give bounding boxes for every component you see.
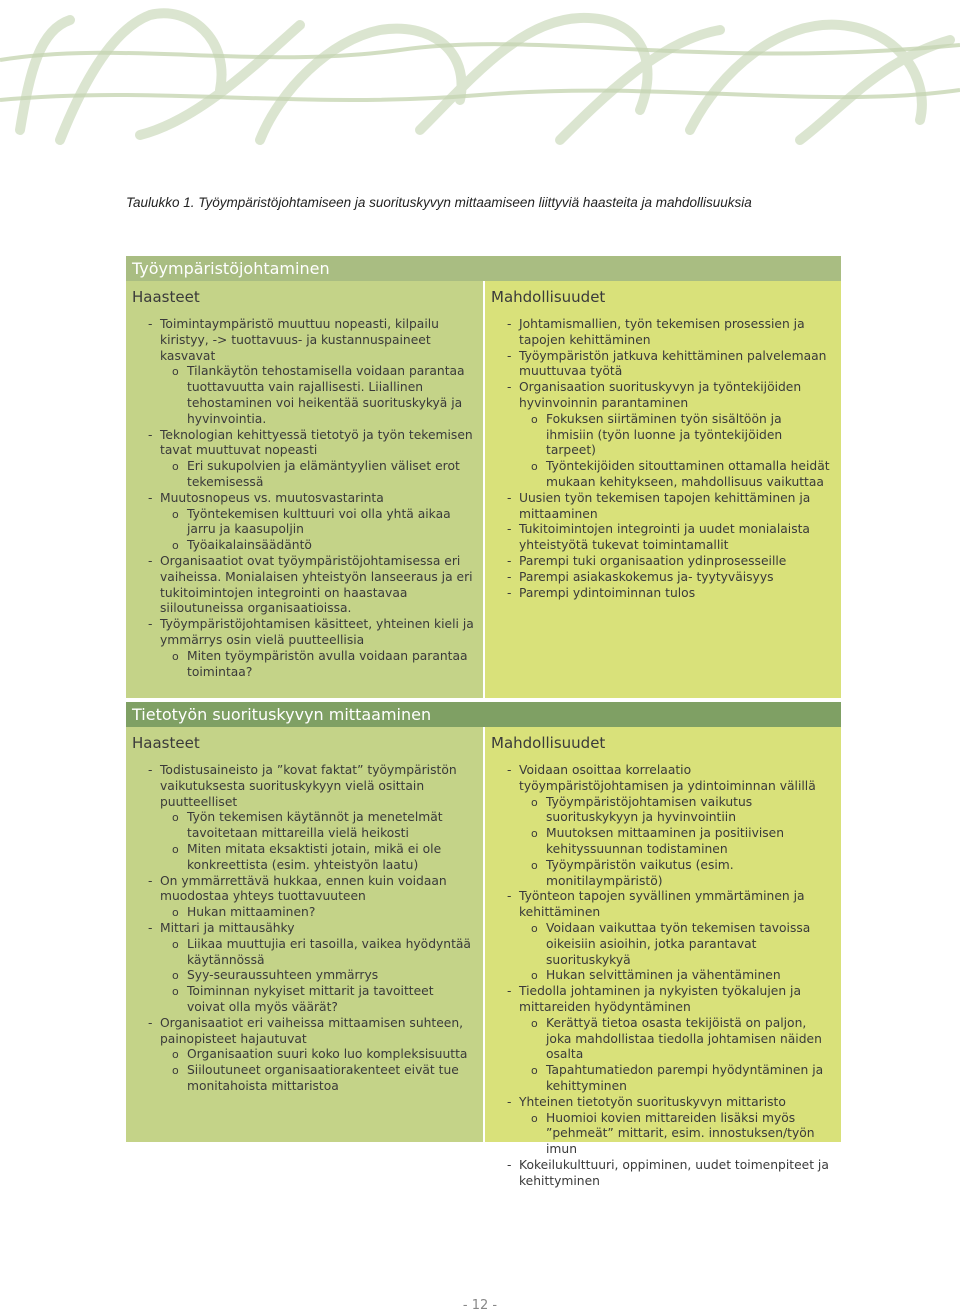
dash-bullet-icon: - xyxy=(507,585,512,600)
list-item xyxy=(491,586,833,602)
challenges-list xyxy=(132,317,475,680)
column-heading: Haasteet xyxy=(132,288,200,306)
list-item xyxy=(132,317,475,364)
list-item-text: Työympäristöjohtamisen käsitteet, yhteinen kieli ja ymmärrys osin vielä puutteellisia xyxy=(160,617,474,647)
list-item xyxy=(132,507,475,539)
list-item xyxy=(132,763,475,810)
list-item-text: Tilankäytön tehostamisella voidaan parantaa tuottavuutta vain rajallisesti. Liiallinen tehostaminen voi heikentää suorituskykyä ja hyvinvointia. xyxy=(187,364,465,426)
table-title: Tietotyön suorituskyvyn mittaaminen xyxy=(126,702,841,727)
circle-bullet-icon: o xyxy=(172,985,179,999)
column-heading: Haasteet xyxy=(132,734,200,752)
list-item-text: Huomioi kovien mittareiden lisäksi myös ”pehmeät” mittarit, esim. innostuksen/työn imun xyxy=(546,1110,815,1157)
list-item xyxy=(132,649,475,681)
circle-bullet-icon: o xyxy=(531,460,538,474)
dash-bullet-icon: - xyxy=(507,763,512,777)
circle-bullet-icon: o xyxy=(172,365,179,379)
list-item-text: Miten työympäristön avulla voidaan parantaa toimintaa? xyxy=(187,648,468,679)
decorative-banner xyxy=(0,0,960,150)
page-number: - 12 - xyxy=(462,1298,498,1313)
circle-bullet-icon: o xyxy=(172,906,179,920)
dash-bullet-icon: - xyxy=(507,553,512,568)
opportunities-list xyxy=(491,763,833,1190)
dash-bullet-icon: - xyxy=(507,490,512,505)
list-item xyxy=(491,1111,833,1158)
dash-bullet-icon: - xyxy=(148,1015,153,1030)
list-item-text: Organisaation suorituskyvyn ja työntekijöiden hyvinvoinnin parantaminen xyxy=(519,380,802,410)
list-item xyxy=(132,810,475,842)
list-item xyxy=(132,842,475,874)
circle-bullet-icon: o xyxy=(531,969,538,983)
circle-bullet-icon: o xyxy=(172,937,179,951)
dash-bullet-icon: - xyxy=(507,522,512,537)
list-item xyxy=(132,874,475,906)
circle-bullet-icon: o xyxy=(172,649,179,663)
list-item-text: Työnteon tapojen syvällinen ymmärtäminen ja kehittäminen xyxy=(519,889,805,920)
list-item xyxy=(132,459,475,491)
challenges-column xyxy=(126,281,483,698)
circle-bullet-icon: o xyxy=(531,858,538,872)
list-item-text: Työntekemisen kulttuuri voi olla yhtä aikaa jarru ja kaasupoljin xyxy=(187,506,451,537)
list-item xyxy=(491,763,833,795)
list-item-text: Muutosnopeus vs. muutosvastarinta xyxy=(160,490,384,505)
list-item xyxy=(132,968,475,984)
list-item xyxy=(491,858,833,890)
list-item xyxy=(491,491,833,523)
list-item xyxy=(491,1016,833,1063)
list-item xyxy=(491,1158,833,1190)
circle-bullet-icon: o xyxy=(531,1016,538,1030)
list-item-text: Parempi ydintoiminnan tulos xyxy=(519,585,696,600)
banner-stroke xyxy=(0,90,960,100)
list-item xyxy=(491,317,833,349)
banner-stroke xyxy=(420,18,648,130)
list-item-text: Organisaatiot eri vaiheissa mittaamisen suhteen, painopisteet hajautuvat xyxy=(160,1015,464,1046)
circle-bullet-icon: o xyxy=(172,1064,179,1078)
dash-bullet-icon: - xyxy=(507,1094,512,1109)
dash-bullet-icon: - xyxy=(148,873,153,888)
list-item-text: Työntekijöiden sitouttaminen ottamalla heidät mukaan kehitykseen, mahdollisuus vaikuttaa xyxy=(546,459,830,489)
circle-bullet-icon: o xyxy=(172,507,179,521)
list-item xyxy=(132,921,475,937)
list-item xyxy=(491,968,833,984)
list-item xyxy=(491,1095,833,1111)
circle-bullet-icon: o xyxy=(531,1064,538,1078)
circle-bullet-icon: o xyxy=(172,460,179,474)
table-title: Työympäristöjohtaminen xyxy=(126,256,841,281)
list-item-text: Mittari ja mittausähky xyxy=(160,920,295,935)
banner-stroke xyxy=(690,25,922,130)
list-item-text: Organisaation suuri koko luo kompleksisuutta xyxy=(187,1047,468,1062)
opportunities-column xyxy=(483,727,841,1188)
dash-bullet-icon: - xyxy=(148,617,153,632)
list-item-text: Työympäristön vaikutus (esim. monitilaympäristö) xyxy=(546,857,734,888)
list-item-text: Toiminnan nykyiset mittarit ja tavoitteet voivat olla myös väärät? xyxy=(187,984,434,1014)
list-item-text: Fokuksen siirtäminen työn sisältöön ja ihmisiin (työn luonne ja työntekijöiden tarpeet) xyxy=(546,411,783,458)
opportunities-column xyxy=(483,281,841,698)
dash-bullet-icon: - xyxy=(507,1157,512,1172)
list-item-text: Työympäristön jatkuva kehittäminen palvelemaan muuttuvaa työtä xyxy=(519,348,827,379)
list-item-text: Voidaan osoittaa korrelaatio työympäristöjohtamisen ja ydintoiminnan välillä xyxy=(519,763,816,793)
circle-bullet-icon: o xyxy=(172,842,179,856)
list-item xyxy=(132,1047,475,1063)
dash-bullet-icon: - xyxy=(507,317,512,331)
list-item-text: Työympäristöjohtamisen vaikutus suorituskykyyn ja hyvinvointiin xyxy=(546,794,753,825)
dash-bullet-icon: - xyxy=(148,920,153,935)
circle-bullet-icon: o xyxy=(172,811,179,825)
list-item xyxy=(132,538,475,554)
circle-bullet-icon: o xyxy=(531,921,538,935)
list-item xyxy=(491,826,833,858)
list-item-text: Yhteinen tietotyön suorituskyvyn mittaristo xyxy=(519,1094,786,1109)
table-tyoymparistojohtaminen xyxy=(126,256,841,698)
list-item xyxy=(491,984,833,1016)
list-item xyxy=(491,921,833,968)
circle-bullet-icon: o xyxy=(531,827,538,841)
list-item-text: Teknologian kehittyessä tietotyö ja työn tekemisen tavat muuttuvat nopeasti xyxy=(160,427,473,458)
list-item-text: Parempi tuki organisaation ydinprosesseille xyxy=(519,553,787,568)
circle-bullet-icon: o xyxy=(172,1048,179,1062)
list-item-text: Tukitoimintojen integrointi ja uudet monialaista yhteistyötä tukevat toimintamallit xyxy=(519,522,810,553)
list-item-text: Miten mitata eksaktisti jotain, mikä ei ole konkreettista (esim. yhteistyön laatu) xyxy=(187,841,442,872)
list-item xyxy=(491,349,833,381)
list-item-text: On ymmärrettävä hukkaa, ennen kuin voidaan muodostaa yhteys tuottavuuteen xyxy=(160,873,447,904)
list-item-text: Johtamismallien, työn tekemisen prosessien ja tapojen kehittäminen xyxy=(519,317,805,347)
dash-bullet-icon: - xyxy=(148,763,153,777)
list-item-text: Toimintaympäristö muuttuu nopeasti, kilpailu kiristyy, -> tuottavuus- ja kustannuspaineet kasvavat xyxy=(160,317,439,363)
list-item-text: Siiloutuneet organisaatiorakenteet eivät tue monitahoista mittaristoa xyxy=(187,1063,459,1093)
list-item xyxy=(132,491,475,507)
banner-stroke xyxy=(60,13,222,140)
list-item-text: Työaikalainsäädäntö xyxy=(187,538,312,553)
list-item xyxy=(491,570,833,586)
list-item-text: Eri sukupolvien ja elämäntyylien väliset erot tekemisessä xyxy=(187,459,460,489)
banner-stroke xyxy=(0,44,960,60)
dash-bullet-icon: - xyxy=(507,889,512,904)
list-item-text: Tiedolla johtaminen ja nykyisten työkalujen ja mittareiden hyödyntäminen xyxy=(519,984,801,1014)
circle-bullet-icon: o xyxy=(172,969,179,983)
dash-bullet-icon: - xyxy=(148,553,153,568)
list-item xyxy=(132,937,475,969)
list-item xyxy=(132,984,475,1016)
dash-bullet-icon: - xyxy=(148,490,153,505)
table-columns xyxy=(126,727,841,1188)
challenges-column xyxy=(126,727,483,1142)
list-item xyxy=(132,617,475,649)
column-heading: Mahdollisuudet xyxy=(491,734,606,752)
table-caption: Taulukko 1. Työympäristöjohtamiseen ja suorituskyvyn mittaamiseen liittyviä haasteita ja mahdollisuuksia xyxy=(126,195,752,210)
dash-bullet-icon: - xyxy=(507,569,512,584)
list-item xyxy=(132,1063,475,1095)
list-item xyxy=(491,1063,833,1095)
opportunities-list xyxy=(491,317,833,601)
dash-bullet-icon: - xyxy=(148,427,153,442)
list-item-text: Kerättyä tietoa osasta tekijöistä on paljon, joka mahdollistaa tiedolla johtamisen näiden osalta xyxy=(546,1015,822,1062)
list-item-text: Uusien työn tekemisen tapojen kehittäminen ja mittaaminen xyxy=(519,490,811,521)
challenges-list xyxy=(132,763,475,1095)
dash-bullet-icon: - xyxy=(507,348,512,363)
list-item xyxy=(132,905,475,921)
list-item xyxy=(491,412,833,459)
list-item-text: Liikaa muuttujia eri tasoilla, vaikea hyödyntää käytännössä xyxy=(187,936,471,967)
list-item xyxy=(491,889,833,921)
list-item xyxy=(132,428,475,460)
list-item-text: Syy-seuraussuhteen ymmärrys xyxy=(187,968,379,983)
list-item-text: Työn tekemisen käytännöt ja menetelmät tavoitetaan mittareilla vielä heikosti xyxy=(187,810,443,841)
banner-stroke xyxy=(20,20,70,130)
list-item xyxy=(491,459,833,491)
list-item-text: Voidaan vaikuttaa työn tekemisen tavoissa oikeisiin asioihin, jotka parantavat suorituskykyä xyxy=(546,920,811,967)
dash-bullet-icon: - xyxy=(507,984,512,999)
list-item xyxy=(491,554,833,570)
circle-bullet-icon: o xyxy=(172,539,179,553)
list-item-text: Kokeilukulttuuri, oppiminen, uudet toimenpiteet ja kehittyminen xyxy=(519,1157,829,1188)
table-suorituskyvyn-mittaaminen xyxy=(126,702,841,1188)
list-item xyxy=(132,554,475,617)
list-item-text: Todistusaineisto ja ”kovat faktat” työympäristön vaikutuksesta suorituskykyyn vielä osittain puutteelliset xyxy=(160,763,457,809)
list-item-text: Hukan mittaaminen? xyxy=(187,905,316,920)
list-item-text: Tapahtumatiedon parempi hyödyntäminen ja kehittyminen xyxy=(546,1063,824,1093)
column-heading: Mahdollisuudet xyxy=(491,288,606,306)
dash-bullet-icon: - xyxy=(148,317,153,331)
list-item-text: Hukan selvittäminen ja vähentäminen xyxy=(546,968,781,983)
list-item xyxy=(132,364,475,427)
list-item xyxy=(491,380,833,412)
list-item-text: Muutoksen mittaaminen ja positiivisen kehityssuunnan todistaminen xyxy=(546,826,785,856)
list-item-text: Parempi asiakaskokemus ja- tyytyväisyys xyxy=(519,569,774,584)
list-item xyxy=(491,522,833,554)
circle-bullet-icon: o xyxy=(531,412,538,426)
dash-bullet-icon: - xyxy=(507,380,512,395)
circle-bullet-icon: o xyxy=(531,1111,538,1125)
list-item xyxy=(491,795,833,827)
list-item xyxy=(132,1016,475,1048)
list-item-text: Organisaatiot ovat työympäristöjohtamisessa eri vaiheissa. Monialaisen yhteistyön lanseeraus ja eri tukitoimintojen integrointi on haastavaa siiloutuneissa organisaatioissa. xyxy=(160,553,473,616)
table-columns xyxy=(126,281,841,698)
circle-bullet-icon: o xyxy=(531,795,538,809)
